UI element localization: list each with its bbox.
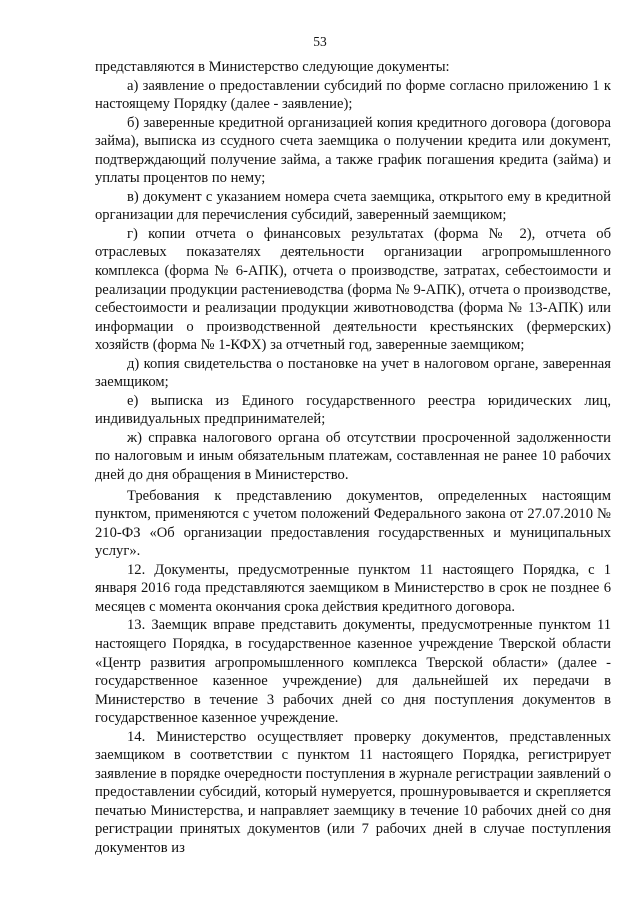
page-number: 53 — [313, 34, 327, 49]
paragraph-clause-14: 14. Министерство осуществляет проверку документов, представленных заемщиком в соответствии с пунктом 11 настоящего Порядка, регистрирует заявление в порядке очередности поступления в журнале регистрации заявлений о предоставлении субсидий, который нумеруется, прошнуровывается и скрепляется печатью Министерства, и направляет заемщику в течение 10 рабочих дней со дня регистрации принятых документов (или 7 рабочих дней в случае поступления документов из — [95, 728, 611, 856]
paragraph-item-d: д) копия свидетельства о постановке на учет в налоговом органе, заверенная заемщиком; — [95, 355, 611, 391]
paragraph-requirements: Требования к представлению документов, определенных настоящим пунктом, применяются с учетом положений Федерального закона от 27.07.2010 № 210-ФЗ «Об организации предоставления государственных и муниципальных услуг». — [95, 487, 611, 560]
document-body — [95, 58, 611, 858]
paragraph-item-g: г) копии отчета о финансовых результатах (форма № 2), отчета об отраслевых показателях деятельности организации агропромышленного комплекса (форма № 6-АПК), отчета о производстве, затратах, себестоимости и реализации продукции растениеводства (форма № 9-АПК), отчета о производстве, себестоимости и реализации продукции животноводства (форма № 13-АПК) или информации о производственной деятельности крестьянских (фермерских) хозяйств (форма № 1-КФХ) за отчетный год, заверенные заемщиком; — [95, 225, 611, 354]
paragraph-item-a: а) заявление о предоставлении субсидий по форме согласно приложению 1 к настоящему Порядку (далее - заявление); — [95, 77, 611, 113]
paragraph-item-zh: ж) справка налогового органа об отсутствии просроченной задолженности по налоговым и иным обязательным платежам, составленная не ранее 10 рабочих дней до дня обращения в Министерство. — [95, 429, 611, 484]
paragraph-clause-12: 12. Документы, предусмотренные пунктом 11 настоящего Порядка, с 1 января 2016 года представляются заемщиком в Министерство в срок не позднее 6 месяцев с момента окончания срока действия кредитного договора. — [95, 561, 611, 615]
paragraph-item-v: в) документ с указанием номера счета заемщика, открытого ему в кредитной организации для перечисления субсидий, заверенный заемщиком; — [95, 188, 611, 224]
paragraph-clause-13: 13. Заемщик вправе представить документы, предусмотренные пунктом 11 настоящего Порядка, в государственное казенное учреждение Тверской области «Центр развития агропромышленного комплекса Тверской области» (далее - государственное казенное учреждение) для дальнейшей их передачи в Министерство в течение 3 рабочих дней со дня поступления документов в государственное казенное учреждение. — [95, 617, 611, 727]
paragraph-item-b: б) заверенные кредитной организацией копия кредитного договора (договора займа), выписка из ссудного счета заемщика о получении кредита или документ, подтверждающий получение займа, а также график погашения кредита (займа) и уплаты процентов по нему; — [95, 114, 611, 187]
paragraph-intro: представляются в Министерство следующие документы: — [95, 59, 450, 75]
paragraph-item-e: е) выписка из Единого государственного реестра юридических лиц, индивидуальных предпринимателей; — [95, 392, 611, 428]
